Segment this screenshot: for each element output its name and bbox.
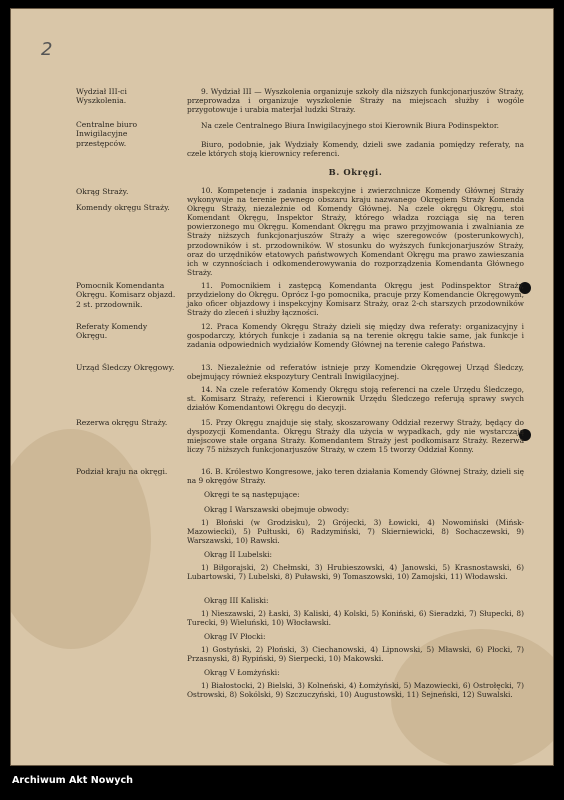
sidenote: Urząd Śledczy Okręgowy.: [76, 363, 175, 372]
district-counties: 1) Błoński (w Grodzisku), 2) Grójecki, 3) Łowicki, 4) Nowomiński (Mińsk-Mazowiecki), 5) Pułtuski, 6) Radzymiński, 7) Skierniewicki, 8) Sochaczewski, 9) Warszawski, 10) Rawski.: [187, 518, 524, 546]
paper-stain: [10, 429, 151, 649]
paragraph-13: 13. Niezależnie od referatów istnieje przy Komendzie Okręgowej Urząd Śledczy, obejmujący również ekspozytury Centrali Inwigilacyjnej.: [187, 363, 524, 382]
paragraph-10: 10. Kompetencje i zadania inspekcyjne i zwierzchnicze Komendy Głównej Straży wykonywuje na terenie pewnego obszaru kraju nazwanego Okręgiem Straży Komenda Okręgu Straży, niezależnie od Komendy Głównej. Na czele okręgu Okręgu, stoi Komendant Okręgu, Inspektor Straży, którego władza rozciąga się na teren powierzonego mu Okręgu. Komendant Okręgu ma prawo przyjmowania i zwalniania ze Straży niższych funkcjonarjuszów Straży a więc szeregowców (posterunkowych), przodowników i st. przodowników. W stosunku do wyższych funkcjonarjuszów Straży, oraz do urzędników etatowych państwowych Komendant Okręgu ma prawo zawieszania ich w czynnościach i odkomenderowywania do rozporządzenia Komendanta Głównego Straży.: [187, 186, 524, 277]
paragraph-15: 15. Przy Okręgu znajduje się stały, skoszarowany Oddział rezerwy Straży, będący do dyspozycji Komendanta. Okręgu Straży dla użycia w wypadkach, gdy nie wystarczają miejscowe stałe organa Straży. Komendantem Straży jest podkomisarz Straży. Rezerwa liczy 75 niższych funkcjonarjuszów Straży, w czem 15 tworzy Oddział Konny.: [187, 418, 524, 455]
district-counties: 1) Gostyński, 2) Płoński, 3) Ciechanowski, 4) Lipnowski, 5) Mławski, 6) Płocki, 7) Przasnyski, 8) Rypiński, 9) Sierpecki, 10) Makowski.: [187, 645, 524, 664]
paragraph-16: 16. B. Królestwo Kongresowe, jako teren działania Komendy Głównej Straży, dzieli się na 9 okręgów Straży.: [187, 467, 524, 486]
sidenote: Komendy okręgu Straży.: [76, 203, 170, 212]
archive-footer: Archiwum Akt Nowych: [12, 775, 133, 786]
sidenote: Wydział III-ci Wyszkolenia.: [76, 87, 127, 106]
sidenote: Centralne biuro Inwigilacyjne przestępców.: [76, 120, 138, 148]
paragraph-12: 12. Praca Komendy Okręgu Straży dzieli się między dwa referaty: organizacyjny i gospodarczy, których funkcje i zadania są na terenie okręgu takie same, jak funkcje i zadania odpowiednich wydziałów Komendy Głównej na terenie całego Państwa.: [187, 322, 524, 350]
district-counties: 1) Nieszawski, 2) Łaski, 3) Kaliski, 4) Kolski, 5) Koniński, 6) Sieradzki, 7) Słupecki, 8) Turecki, 9) Wieluński, 10) Włocławski.: [187, 609, 524, 628]
district-name: Okrąg IV Płocki:: [204, 632, 266, 641]
district-name: Okrąg II Lubelski:: [204, 550, 273, 559]
sidenote: Rezerwa okręgu Straży.: [76, 418, 168, 427]
sidenote: Okrąg Straży.: [76, 187, 129, 196]
district-name: Okrąg V Łomżyński:: [204, 668, 280, 677]
districts-intro: Okręgi te są następujące:: [204, 490, 300, 499]
sidenote: Referaty Komendy Okręgu.: [76, 322, 148, 341]
district-name: Okrąg III Kaliski:: [204, 596, 269, 605]
section-heading: B. Okręgi.: [328, 167, 383, 177]
paragraph-14: 14. Na czele referatów Komendy Okręgu stoją referenci na czele Urzędu Śledczego, st. Komisarz Straży, referenci i Kierownik Urzędu Śledczego referują sprawy swych działów Komendantowi Okręgu do decyzji.: [187, 385, 524, 413]
district-counties: 1) Biłgorajski, 2) Chełmski, 3) Hrubieszowski, 4) Janowski, 5) Krasnostawski, 6) Lubartowski, 7) Lubelski, 8) Puławski, 9) Tomaszowski, 10) Zamojski, 11) Włodawski.: [187, 563, 524, 582]
district-name: Okrąg I Warszawski obejmuje obwody:: [204, 505, 350, 514]
paragraph-biuro: Biuro, podobnie, jak Wydziały Komendy, dzieli swe zadania pomiędzy referaty, na czele których stoją kierownicy referenci.: [187, 140, 524, 159]
paragraph-11: 11. Pomocnikiem i zastępcą Komendanta Okręgu jest Podinspektor Straży, przydzielony do Okręgu. Oprócz I-go pomocnika, pracuje przy Komendancie Okręgowym, jako oficer objazdowy i inspekcyjny Komisarz Straży, oraz 2-ch starszych przodowników Straży do zleceń i służby łączności.: [187, 281, 524, 318]
handwritten-page-number: 2: [41, 39, 53, 60]
paragraph-9: 9. Wydział III — Wyszkolenia organizuje szkoły dla niższych funkcjonarjuszów Straży, przeprowadza i organizuje wyszkolenie Straży na miejscach służby i wogóle przygotowuje i urabia materjał ludzki Straży.: [187, 87, 524, 115]
district-counties: 1) Białostocki, 2) Bielski, 3) Kolneński, 4) Łomżyński, 5) Mazowiecki, 6) Ostrołęcki, 7) Ostrowski, 8) Sokólski, 9) Szczuczyński, 10) Augustowski, 11) Sejneński, 12) Suwalski.: [187, 681, 524, 700]
paragraph-biuro-head: Na czele Centralnego Biura Inwigilacyjnego stoi Kierownik Biura Podinspektor.: [201, 121, 499, 130]
sidenote: Podział kraju na okręgi.: [76, 467, 168, 476]
sidenote: Pomocnik Komendanta Okręgu. Komisarz objazd. 2 st. przodownik.: [76, 281, 176, 309]
